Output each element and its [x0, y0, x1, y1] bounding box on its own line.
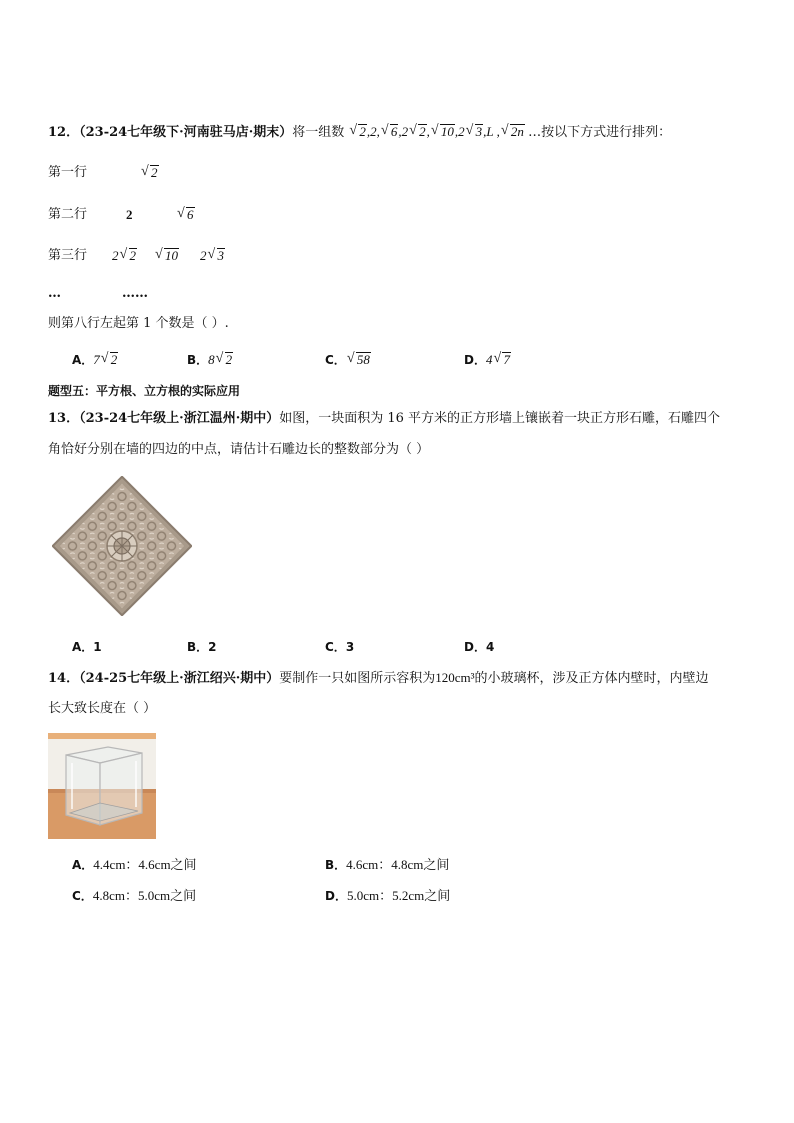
q12-source: （23-24七年级下·河南驻马店·期末） — [79, 125, 293, 140]
q14-option-d[interactable]: D．5.0cm：5.2cm之间 — [325, 888, 451, 903]
q12-stem-b: …按以下方式进行排列： — [528, 125, 672, 140]
q14-line-1: 14．（24-25七年级上·浙江绍兴·期中）要制作一只如图所示容积为120cm³的小玻璃杯，涉及正方体内壁时，内壁边 — [48, 670, 709, 686]
q12-row-1-label: 第一行 — [48, 165, 88, 180]
q12-row-3-item-3: 2√ 3 — [200, 248, 225, 264]
q12-option-c[interactable]: C．√ 58 — [325, 352, 371, 369]
q12-option-b[interactable]: B．8√ 2 — [187, 352, 233, 369]
q12-question: 则第八行左起第 1 个数是（ ）. — [48, 316, 229, 331]
q12-row-2-label: 第二行 — [48, 207, 88, 222]
q12-row-2-item-1: 2 — [126, 207, 133, 222]
q14-option-b[interactable]: B．4.6cm：4.8cm之间 — [325, 857, 450, 872]
q14-volume: 120cm³ — [435, 670, 475, 685]
q12-row-3-item-2: √ 10 — [154, 248, 179, 264]
q13-line-2: 角恰好分别在墙的四边的中点，请估计石雕边长的整数部分为（ ） — [48, 442, 430, 457]
q13-line-1: 13．（23-24七年级上·浙江温州·期中）如图，一块面积为 16 平方米的正方形墙上镶嵌着一块正方形石雕，石雕四个 — [48, 411, 721, 426]
q12-row-1-item-1: √ 2 — [140, 165, 159, 181]
q12-number: 12 — [48, 125, 67, 140]
q14-option-a[interactable]: A．4.4cm：4.6cm之间 — [72, 857, 197, 872]
glass-cup-image — [48, 733, 156, 839]
section-title: 题型五：平方根、立方根的实际应用 — [48, 384, 241, 398]
q12-row-dots-label: … — [48, 286, 61, 301]
q13-option-d[interactable]: D．4 — [464, 640, 495, 654]
q12-option-a[interactable]: A．7√ 2 — [72, 352, 118, 369]
q12-stem-a: 将一组数 — [292, 125, 345, 140]
q14-option-c[interactable]: C．4.8cm：5.0cm之间 — [72, 888, 197, 903]
q13-option-a[interactable]: A．1 — [72, 640, 102, 654]
q12-row-2-item-2: √ 6 — [176, 207, 195, 223]
q12-row-3-item-1: 2√ 2 — [112, 248, 137, 264]
q13-option-b[interactable]: B．2 — [187, 640, 217, 654]
q12-row-dots-items: …… — [122, 286, 148, 301]
q12-option-d[interactable]: D．4√ 7 — [464, 352, 511, 369]
q12-sequence: √ 2,2,√ 6,2√ 2,√ 10,2√ 3,L ,√ 2n — [348, 124, 528, 139]
stone-carving-image — [52, 476, 192, 616]
q12-stem: 12．（23-24七年级下·河南驻马店·期末）将一组数 √ 2,2,√ 6,2√ 2,√ 10,2√ 3,L ,√ 2n …按以下方式进行排列： — [48, 124, 671, 141]
q14-line-2: 长大致长度在（ ） — [48, 701, 157, 716]
q13-option-c[interactable]: C．3 — [325, 640, 355, 654]
q12-row-3-label: 第三行 — [48, 248, 88, 263]
